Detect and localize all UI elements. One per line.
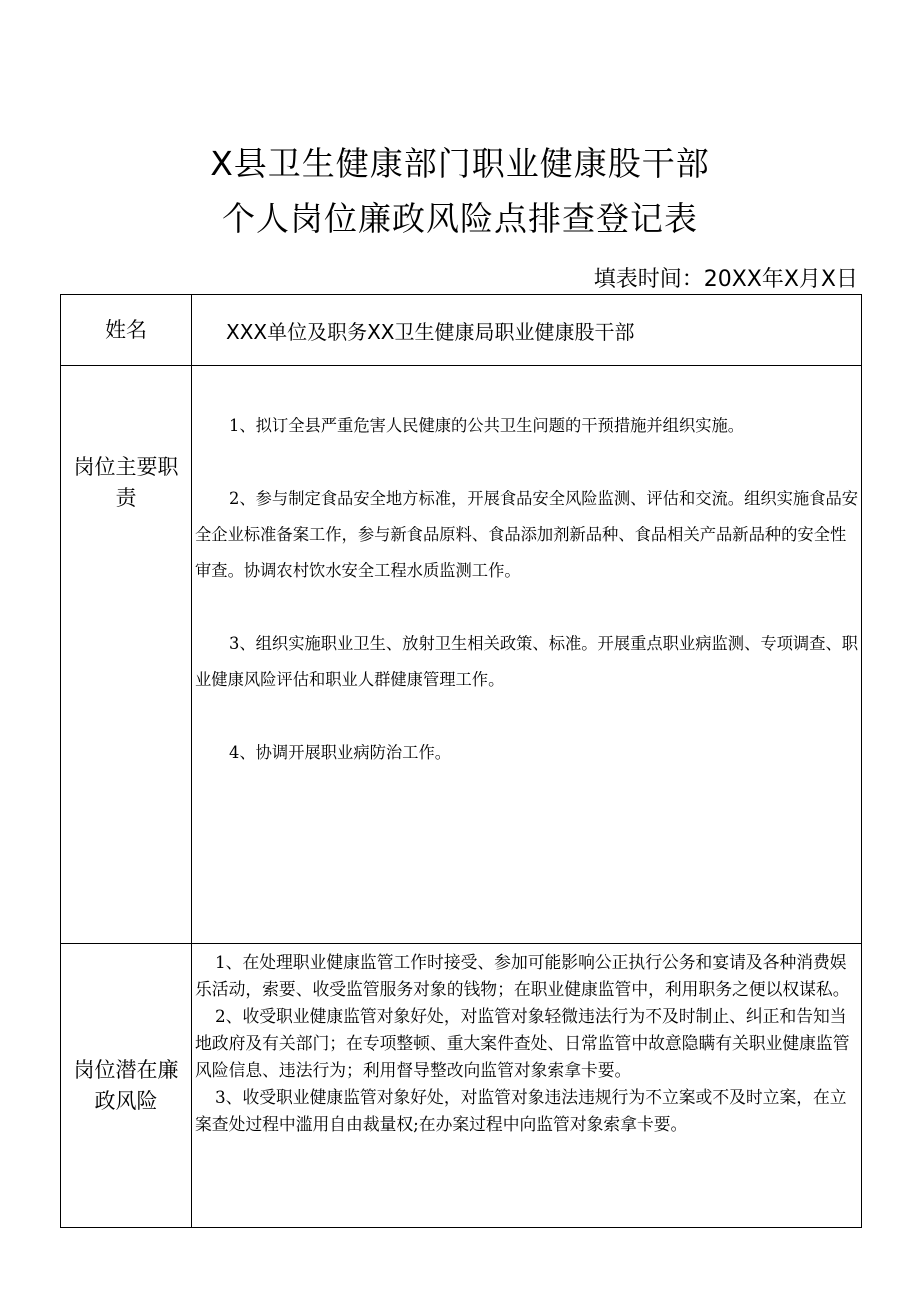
document-title-line2: 个人岗位廉政风险点排查登记表 bbox=[222, 199, 698, 238]
risk-item: 1、在处理职业健康监管工作时接受、参加可能影响公正执行公务和宴请及各种消费娱乐活动，索要、收受监管服务对象的钱物；在职业健康监管中，利用职务之便以权谋私。 bbox=[195, 952, 850, 999]
risks-label-cell bbox=[61, 944, 192, 1228]
duties-label: 岗位主要职责 bbox=[73, 455, 179, 510]
name-value: XXX单位及职务XX卫生健康局职业健康股干部 bbox=[192, 295, 862, 366]
name-label-cell bbox=[61, 295, 192, 366]
risk-item: 2、收受职业健康监管对象好处，对监管对象轻微违法行为不及时制止、纠正和告知当地政府及有关部门；在专项整顿、重大案件查处、日常监管中故意隐瞒有关职业健康监管风险信息、违法行为；利用督导整改向监管对象索拿卡要。 bbox=[195, 1006, 850, 1080]
duty-item: 4、协调开展职业病防治工作。 bbox=[229, 743, 452, 762]
duty-item: 2、参与制定食品安全地方标准，开展食品安全风险监测、评估和交流。组织实施食品安全企业标准备案工作，参与新食品原料、食品添加剂新品种、食品相关产品新品种的安全性审查。协调农村饮水安全工程水质监测工作。 bbox=[195, 489, 859, 580]
name-label: 姓名 bbox=[105, 317, 147, 342]
risks-row bbox=[61, 944, 862, 1228]
duty-item: 1、拟订全县严重危害人民健康的公共卫生问题的干预措施并组织实施。 bbox=[229, 416, 745, 435]
risks-cell bbox=[192, 944, 862, 1228]
document-title-line1: X县卫生健康部门职业健康股干部 bbox=[210, 144, 710, 183]
registration-table bbox=[60, 294, 862, 1228]
duties-label-cell bbox=[61, 366, 192, 944]
risk-item: 3、收受职业健康监管对象好处，对监管对象违法违规行为不立案或不及时立案，在立案查处过程中滥用自由裁量权;在办案过程中向监管对象索拿卡要。 bbox=[195, 1087, 847, 1134]
duties-cell bbox=[192, 366, 862, 944]
risks-label: 岗位潜在廉政风险 bbox=[73, 1057, 179, 1113]
name-row bbox=[61, 295, 862, 366]
fill-date: 填表时间：20XX年X月X日 bbox=[593, 267, 858, 292]
duty-item: 3、组织实施职业卫生、放射卫生相关政策、标准。开展重点职业病监测、专项调查、职业健康风险评估和职业人群健康管理工作。 bbox=[195, 634, 859, 689]
duties-row bbox=[61, 366, 862, 944]
